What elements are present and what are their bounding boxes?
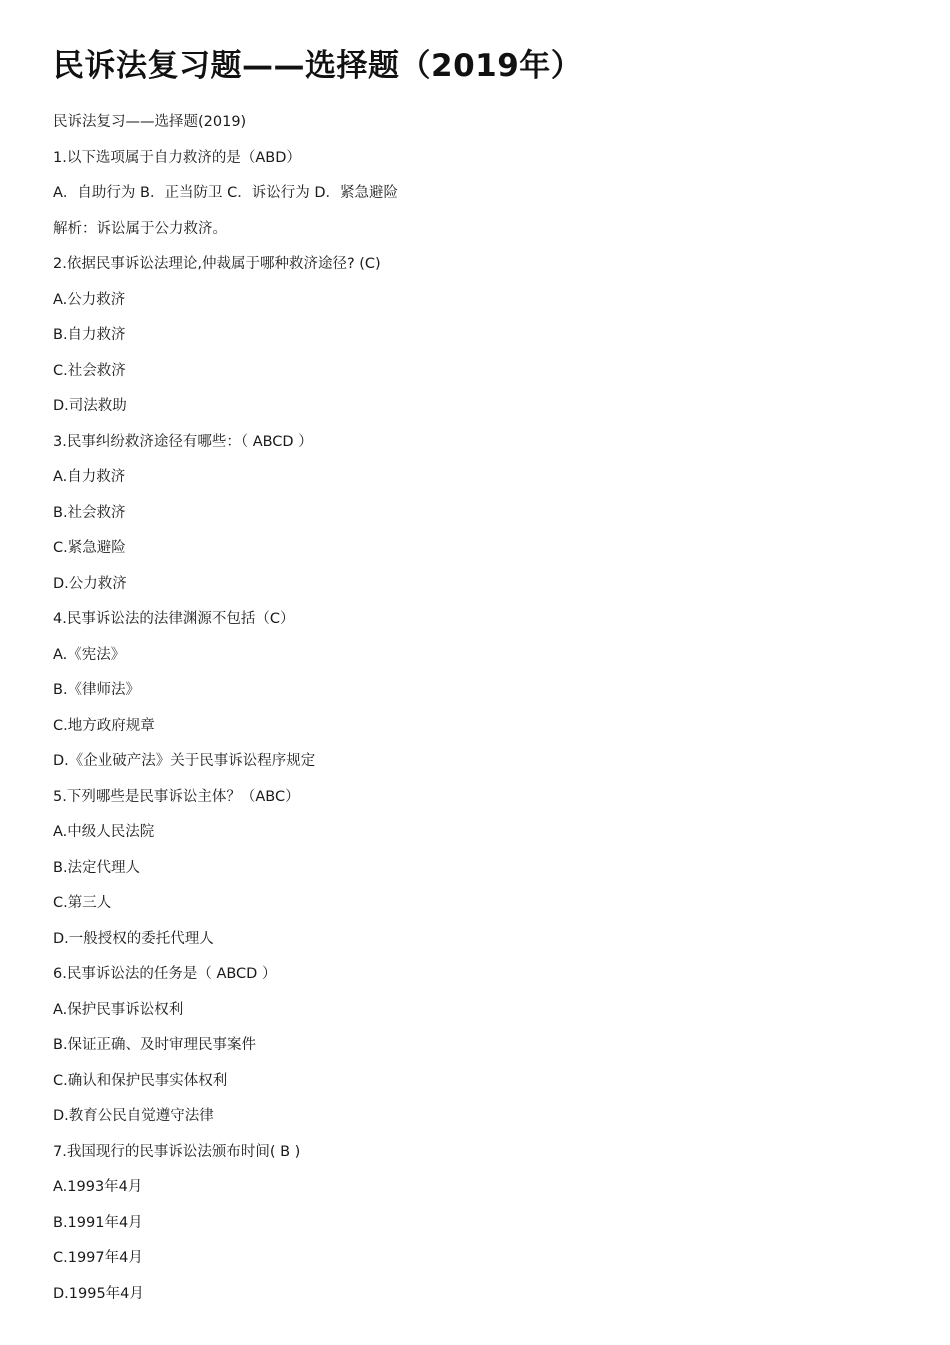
question-5: 5.下列哪些是民事诉讼主体？（ABC）	[53, 788, 300, 805]
question-3-option-d: D.公力救济	[53, 575, 127, 592]
question-2-option-a: A.公力救济	[53, 291, 126, 308]
question-6-option-c: C.确认和保护民事实体权利	[53, 1072, 228, 1089]
question-5-option-b: B.法定代理人	[53, 859, 141, 876]
document-body	[53, 105, 910, 1312]
question-2-option-d: D.司法救助	[53, 398, 127, 414]
question-3-option-b: B.社会救济	[53, 504, 126, 521]
document-title: 民诉法复习题——选择题（2019年）	[53, 48, 583, 84]
question-5-option-a: A.中级人民法院	[53, 824, 155, 840]
question-1-explanation: 解析：诉讼属于公力救济。	[53, 220, 227, 237]
question-7-option-d: D.1995年4月	[53, 1285, 144, 1302]
question-4-option-a: A.《宪法》	[53, 646, 126, 663]
question-6-option-d: D.教育公民自觉遵守法律	[53, 1108, 214, 1124]
question-1-options: A．自助行为 B．正当防卫 C．诉讼行为 D．紧急避险	[53, 185, 398, 201]
question-2-option-c: C.社会救济	[53, 362, 126, 379]
question-2: 2.依据民事诉讼法理论,仲裁属于哪种救济途径? (C)	[53, 256, 381, 272]
question-6-option-b: B.保证正确、及时审理民事案件	[53, 1037, 257, 1053]
question-4-option-b: B.《律师法》	[53, 682, 141, 698]
question-6: 6.民事诉讼法的任务是（ ABCD ）	[53, 966, 277, 982]
question-2-option-b: B.自力救济	[53, 327, 126, 343]
question-5-option-c: C.第三人	[53, 895, 112, 911]
question-3-option-c: C.紧急避险	[53, 540, 126, 556]
question-5-option-d: D.一般授权的委托代理人	[53, 930, 214, 947]
question-4: 4.民事诉讼法的法律渊源不包括（C）	[53, 611, 295, 627]
question-3: 3.民事纠纷救济途径有哪些：（ ABCD ）	[53, 433, 313, 450]
question-4-option-d: D.《企业破产法》关于民事诉讼程序规定	[53, 753, 316, 769]
question-7-option-b: B.1991年4月	[53, 1214, 143, 1231]
question-3-option-a: A.自力救济	[53, 469, 126, 485]
subtitle-line: 民诉法复习——选择题(2019)	[53, 114, 247, 130]
question-7-option-c: C.1997年4月	[53, 1250, 143, 1266]
question-1: 1.以下选项属于自力救济的是（ABD）	[53, 149, 301, 166]
question-7-option-a: A.1993年4月	[53, 1179, 143, 1195]
question-4-option-c: C.地方政府规章	[53, 717, 155, 734]
question-7: 7.我国现行的民事诉讼法颁布时间( B )	[53, 1143, 301, 1160]
question-6-option-a: A.保护民事诉讼权利	[53, 1001, 184, 1018]
